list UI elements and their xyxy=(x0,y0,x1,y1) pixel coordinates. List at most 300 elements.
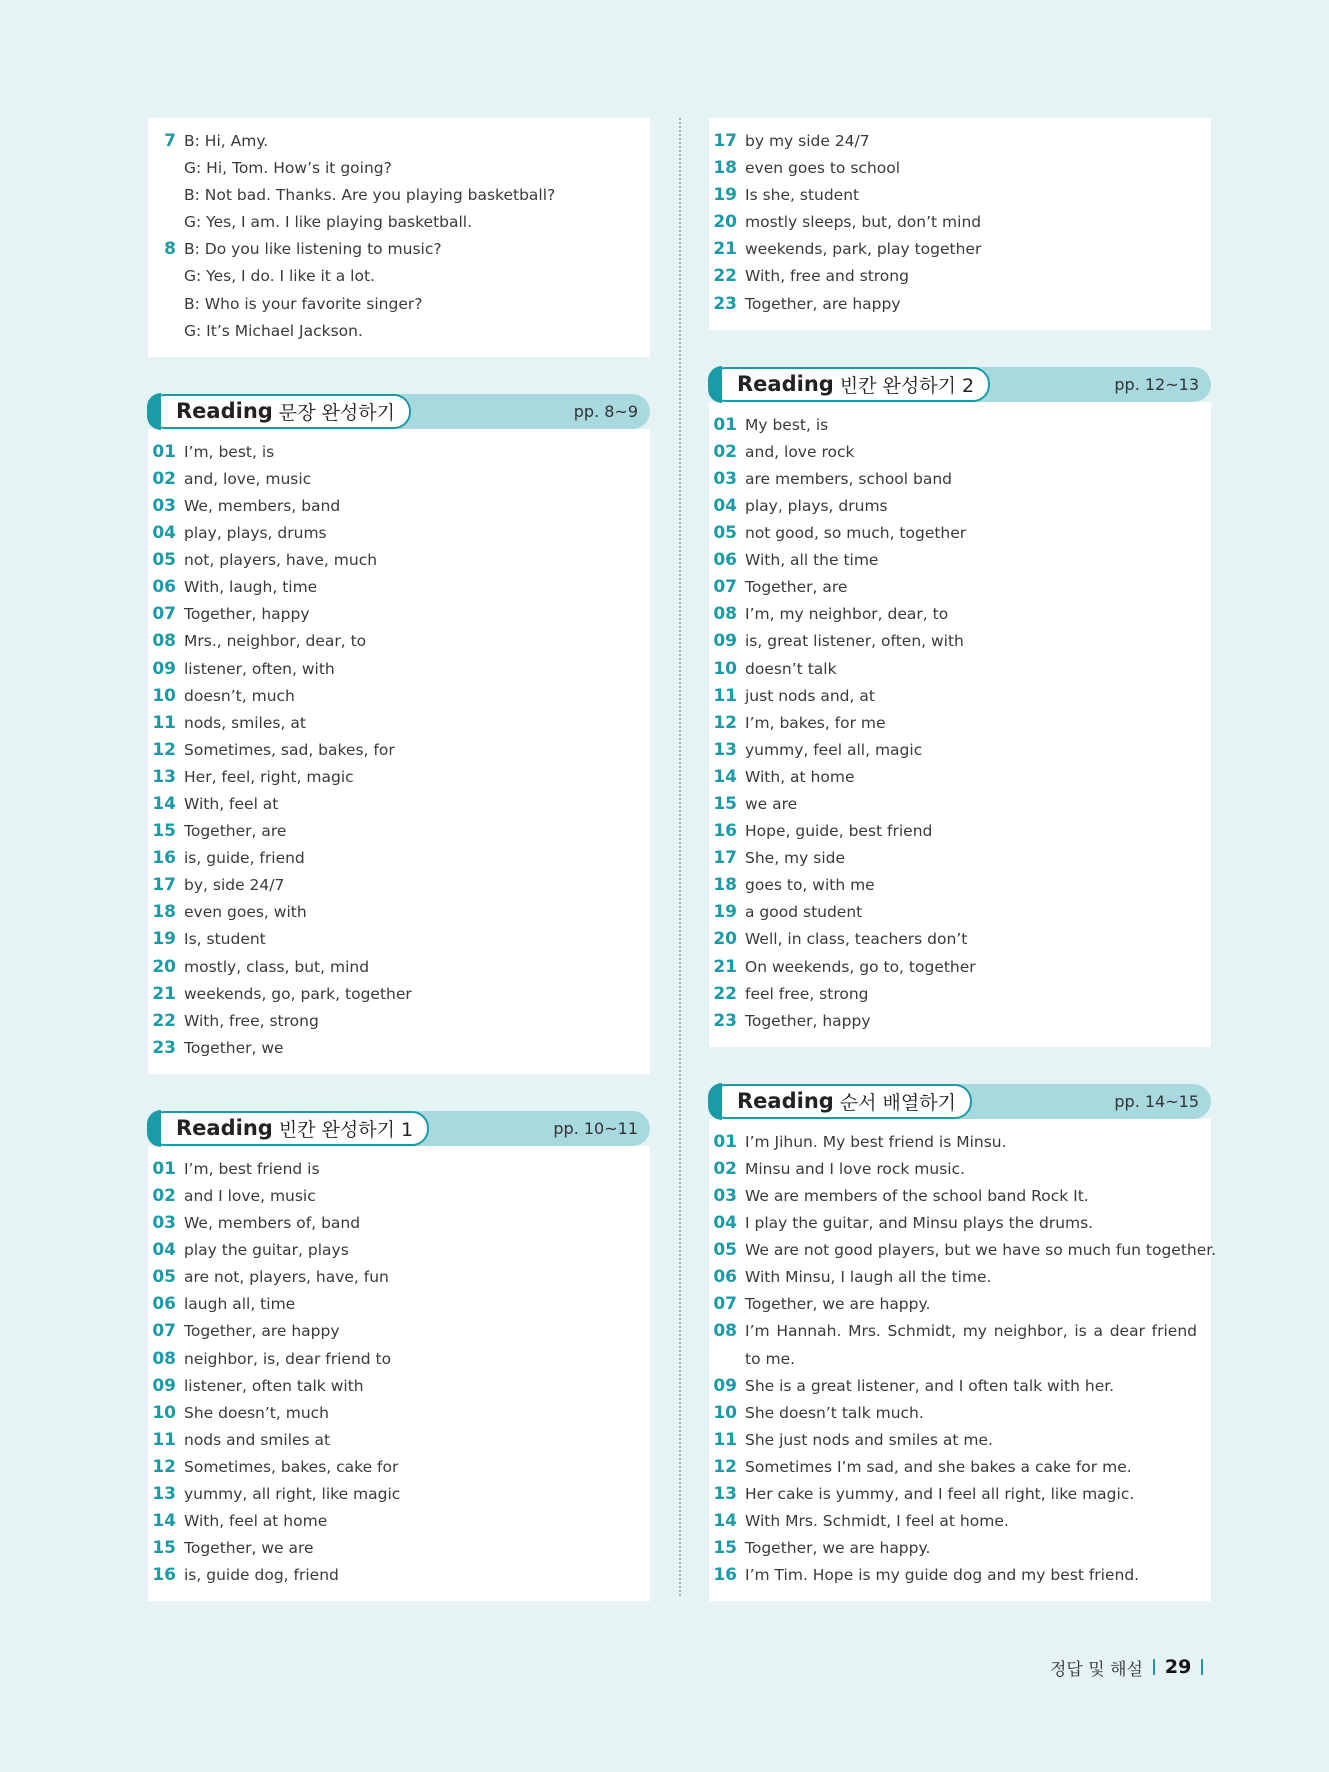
page-number: 29 xyxy=(1164,1656,1192,1678)
answer-item xyxy=(709,954,1211,981)
item-number: 10 xyxy=(152,1402,176,1423)
answer-item xyxy=(148,466,650,493)
answer-item xyxy=(148,710,650,737)
item-number: 07 xyxy=(713,577,737,598)
answer-text: by my side 24/7 xyxy=(745,132,870,150)
answer-text: Together, are happy xyxy=(745,294,901,313)
answer-text: I’m, bakes, for me xyxy=(745,713,886,732)
answer-text: and, love, music xyxy=(184,469,312,488)
answer-text: Together, we are xyxy=(184,1539,314,1558)
answer-item xyxy=(148,1481,650,1508)
item-number: 16 xyxy=(152,848,176,869)
answer-item xyxy=(709,1264,1211,1291)
page-footer xyxy=(1050,1652,1213,1682)
item-number: 01 xyxy=(152,441,176,462)
item-number: 20 xyxy=(152,956,176,977)
answer-item xyxy=(709,263,1211,290)
answer-item xyxy=(709,1562,1211,1589)
answer-text: Her, feel, right, magic xyxy=(184,767,354,786)
item-number: 11 xyxy=(713,685,737,706)
answer-text: Hope, guide, best friend xyxy=(745,822,933,841)
answer-item xyxy=(148,954,650,981)
answer-text: Is, student xyxy=(184,930,266,949)
item-number: 22 xyxy=(713,266,737,287)
answer-text: Her cake is yummy, and I feel all right, like magic. xyxy=(745,1485,1135,1504)
answer-text: weekends, go, park, together xyxy=(184,984,412,1003)
answer-text: even goes to school xyxy=(745,159,901,178)
answer-text: I play the guitar, and Minsu plays the drums. xyxy=(745,1214,1094,1233)
item-number: 09 xyxy=(152,658,176,679)
right-column xyxy=(709,118,1217,1601)
section-title-pill xyxy=(709,367,990,402)
answer-item xyxy=(148,764,650,791)
item-number: 20 xyxy=(713,929,737,950)
item-number: 14 xyxy=(713,766,737,787)
dialog-line xyxy=(148,318,650,345)
answer-text: With Minsu, I laugh all the time. xyxy=(745,1268,992,1287)
answer-text: not, players, have, much xyxy=(184,551,378,570)
answer-item xyxy=(148,1156,650,1183)
answer-item xyxy=(148,1291,650,1318)
reading-label: Reading xyxy=(737,1089,834,1114)
line-text: Who is your favorite singer? xyxy=(204,294,423,313)
answer-item xyxy=(709,764,1211,791)
answer-text: by, side 24/7 xyxy=(184,876,285,895)
speaker-label: B xyxy=(184,294,195,313)
item-number: 13 xyxy=(713,739,737,760)
answer-item xyxy=(148,818,650,845)
answer-item xyxy=(709,628,1211,655)
dialog-text: B: Not bad. Thanks. Are you playing basketball? xyxy=(184,186,556,205)
item-number: 15 xyxy=(152,1538,176,1559)
answer-text: With, laugh, time xyxy=(184,578,318,597)
dialog-line xyxy=(148,263,650,290)
answer-text: play, plays, drums xyxy=(745,496,888,515)
answer-text: listener, often, with xyxy=(184,659,335,678)
answer-text: Together, happy xyxy=(745,1011,871,1030)
answer-item xyxy=(709,547,1211,574)
item-number: 10 xyxy=(713,658,737,679)
answer-text: I’m Tim. Hope is my guide dog and my best friend. xyxy=(745,1566,1140,1585)
item-number: 12 xyxy=(713,712,737,733)
answer-item xyxy=(148,1008,650,1035)
item-number: 23 xyxy=(713,1010,737,1031)
answer-text: play the guitar, plays xyxy=(184,1241,349,1260)
answer-item xyxy=(709,1508,1211,1535)
footer-separator xyxy=(1201,1659,1203,1675)
item-number: 02 xyxy=(152,468,176,489)
item-number: 21 xyxy=(713,239,737,260)
answer-item xyxy=(709,710,1211,737)
answer-text: I’m, my neighbor, dear, to xyxy=(745,605,949,624)
answer-item xyxy=(709,683,1211,710)
answer-item xyxy=(148,1400,650,1427)
item-number: 15 xyxy=(152,821,176,842)
item-number: 07 xyxy=(713,1294,737,1315)
answer-item xyxy=(148,981,650,1008)
answer-item xyxy=(148,601,650,628)
answer-text: With, feel at home xyxy=(184,1512,328,1531)
item-number: 01 xyxy=(152,1158,176,1179)
item-number: 11 xyxy=(713,1429,737,1450)
item-number: 12 xyxy=(152,1456,176,1477)
answer-text: is, guide, friend xyxy=(184,849,305,868)
line-text: Hi, Amy. xyxy=(204,132,269,150)
item-number: 11 xyxy=(152,712,176,733)
item-number: 09 xyxy=(713,631,737,652)
answer-text: are members, school band xyxy=(745,469,953,488)
line-text: It’s Michael Jackson. xyxy=(206,321,363,340)
item-number: 04 xyxy=(713,1213,737,1234)
item-number: 22 xyxy=(713,983,737,1004)
section-title: 순서 배열하기 xyxy=(839,1091,956,1114)
answer-item xyxy=(709,1129,1211,1156)
line-text: Do you like listening to music? xyxy=(204,240,442,259)
footer-label: 정답 및 해설 xyxy=(1050,1659,1143,1680)
answer-text: We are not good players, but we have so much fun together. xyxy=(745,1241,1217,1260)
answer-item xyxy=(148,628,650,655)
section-title-pill xyxy=(148,394,411,429)
speaker-label: B xyxy=(184,186,195,205)
answer-item xyxy=(148,1427,650,1454)
item-number: 17 xyxy=(713,848,737,869)
answer-item xyxy=(148,1562,650,1589)
answer-text: even goes, with xyxy=(184,903,307,922)
answer-text: nods, smiles, at xyxy=(184,713,306,732)
section-header-blank1 xyxy=(148,1111,650,1146)
reading-label: Reading xyxy=(176,399,273,424)
item-number: 17 xyxy=(152,875,176,896)
item-number: 7 xyxy=(164,131,176,151)
answer-item xyxy=(148,547,650,574)
item-number: 10 xyxy=(713,1402,737,1423)
item-number: 10 xyxy=(152,685,176,706)
dialog-line xyxy=(148,155,650,182)
answer-item xyxy=(709,1535,1211,1562)
answer-text: doesn’t, much xyxy=(184,686,295,705)
section-title: 빈칸 완성하기 2 xyxy=(839,374,975,397)
answer-text: We, members, band xyxy=(184,496,341,515)
item-number: 05 xyxy=(713,1240,737,1261)
answer-item xyxy=(148,926,650,953)
answer-text: is, guide dog, friend xyxy=(184,1566,339,1585)
item-number: 02 xyxy=(713,441,737,462)
answer-text: Sometimes, sad, bakes, for xyxy=(184,740,395,759)
item-number: 08 xyxy=(152,1348,176,1369)
item-number: 14 xyxy=(152,1511,176,1532)
answer-item xyxy=(709,1318,1211,1372)
item-number: 17 xyxy=(713,131,737,151)
dialog-text: B: Hi, Amy. xyxy=(184,132,269,150)
item-number: 03 xyxy=(152,495,176,516)
section-title-pill xyxy=(709,1084,972,1119)
column-divider xyxy=(679,118,681,1596)
item-number: 16 xyxy=(713,1565,737,1586)
answer-text: play, plays, drums xyxy=(184,524,327,543)
item-number: 07 xyxy=(152,1321,176,1342)
section-title: 문장 완성하기 xyxy=(278,401,395,424)
answer-text: She is a great listener, and I often talk with her. xyxy=(745,1376,1115,1395)
answer-item xyxy=(148,1264,650,1291)
answer-text: With Mrs. Schmidt, I feel at home. xyxy=(745,1512,1009,1531)
answer-item xyxy=(709,656,1211,683)
dialog-text: G: Hi, Tom. How’s it going? xyxy=(184,159,392,178)
dialog-text: B: Do you like listening to music? xyxy=(184,240,442,259)
item-number: 20 xyxy=(713,212,737,233)
answer-item xyxy=(709,236,1211,263)
answer-text: With, free and strong xyxy=(745,267,909,286)
answer-item xyxy=(148,574,650,601)
page-range: pp. 10~11 xyxy=(553,1118,638,1138)
answer-item xyxy=(709,899,1211,926)
answer-item xyxy=(148,791,650,818)
speaker-label: G xyxy=(184,159,197,178)
reading-label: Reading xyxy=(737,372,834,397)
item-number: 08 xyxy=(152,631,176,652)
item-number: 21 xyxy=(713,956,737,977)
dialog-line xyxy=(148,236,650,263)
item-number: 13 xyxy=(152,766,176,787)
dialog-text: G: It’s Michael Jackson. xyxy=(184,321,363,340)
item-number: 03 xyxy=(152,1213,176,1234)
answer-text: laugh all, time xyxy=(184,1295,296,1314)
dialog-text: G: Yes, I do. I like it a lot. xyxy=(184,267,375,286)
item-number: 06 xyxy=(152,577,176,598)
order-answers-box xyxy=(709,1119,1217,1602)
answer-item xyxy=(148,520,650,547)
answer-text: not good, so much, together xyxy=(745,524,967,543)
answer-item xyxy=(709,601,1211,628)
item-number: 04 xyxy=(713,495,737,516)
answer-text: I’m Hannah. Mrs. Schmidt, my neighbor, is a dear friend to me. xyxy=(745,1322,1197,1368)
answer-text: Mrs., neighbor, dear, to xyxy=(184,632,367,651)
item-number: 18 xyxy=(152,902,176,923)
answer-item xyxy=(709,1454,1211,1481)
item-number: 08 xyxy=(713,1321,737,1342)
answer-text: yummy, feel all, magic xyxy=(745,740,923,759)
dialog-answers-box xyxy=(148,118,650,357)
answer-text: feel free, strong xyxy=(745,984,869,1003)
answer-text: weekends, park, play together xyxy=(745,240,982,259)
answer-text: Sometimes, bakes, cake for xyxy=(184,1457,399,1476)
line-text: Not bad. Thanks. Are you playing basketball? xyxy=(204,186,556,205)
answer-item xyxy=(709,520,1211,547)
answer-text: We are members of the school band Rock It. xyxy=(745,1187,1089,1205)
answer-item xyxy=(709,182,1211,209)
item-number: 12 xyxy=(713,1456,737,1477)
item-number: 14 xyxy=(713,1511,737,1532)
answer-text: mostly sleeps, but, don’t mind xyxy=(745,213,982,232)
answer-text: yummy, all right, like magic xyxy=(184,1485,401,1504)
answer-text: With, all the time xyxy=(745,551,879,570)
answer-text: and, love rock xyxy=(745,442,855,461)
answer-text: My best, is xyxy=(745,415,829,434)
answer-item xyxy=(709,1291,1211,1318)
answer-item xyxy=(709,1008,1211,1035)
item-number: 08 xyxy=(713,604,737,625)
answer-item xyxy=(148,1346,650,1373)
item-number: 05 xyxy=(152,1267,176,1288)
answer-item xyxy=(148,1237,650,1264)
answer-item xyxy=(148,656,650,683)
answer-item xyxy=(709,1400,1211,1427)
answer-text: Together, we are happy. xyxy=(745,1295,931,1314)
answer-item xyxy=(709,1481,1211,1508)
answer-item xyxy=(709,818,1211,845)
section-header-blank2 xyxy=(709,367,1211,402)
line-text: Yes, I do. I like it a lot. xyxy=(206,267,375,286)
item-number: 18 xyxy=(713,875,737,896)
answer-text: we are xyxy=(745,794,798,813)
answer-item xyxy=(148,1508,650,1535)
answer-item xyxy=(709,1183,1211,1210)
answer-text: a good student xyxy=(745,903,863,922)
footer-separator xyxy=(1153,1659,1155,1675)
item-number: 02 xyxy=(152,1186,176,1206)
answer-text: She doesn’t talk much. xyxy=(745,1403,924,1422)
answer-text: Is she, student xyxy=(745,186,860,205)
answer-item xyxy=(148,493,650,520)
answer-text: mostly, class, but, mind xyxy=(184,957,370,976)
answer-text: With, feel at xyxy=(184,794,279,813)
answer-text: Together, we are happy. xyxy=(745,1539,931,1558)
dialog-text: G: Yes, I am. I like playing basketball. xyxy=(184,213,473,232)
item-number: 01 xyxy=(713,414,737,435)
answer-item xyxy=(709,981,1211,1008)
item-number: 13 xyxy=(713,1484,737,1505)
answer-item xyxy=(709,1373,1211,1400)
answer-text: just nods and, at xyxy=(745,686,875,705)
answer-item xyxy=(709,493,1211,520)
answer-item xyxy=(709,574,1211,601)
answer-text: I’m, best, is xyxy=(184,442,275,461)
speaker-label: B xyxy=(184,132,195,150)
dialog-line xyxy=(148,291,650,318)
left-column xyxy=(148,118,650,1601)
item-number: 09 xyxy=(713,1375,737,1396)
speaker-label: G xyxy=(184,267,197,286)
answer-text: She just nods and smiles at me. xyxy=(745,1430,993,1449)
answer-text: listener, often talk with xyxy=(184,1376,364,1395)
item-number: 13 xyxy=(152,1484,176,1505)
answer-text: Together, are xyxy=(745,578,848,597)
answer-text: are not, players, have, fun xyxy=(184,1268,389,1287)
answer-item xyxy=(148,899,650,926)
answer-text: I’m Jihun. My best friend is Minsu. xyxy=(745,1132,1007,1151)
dialog-line xyxy=(148,128,650,155)
answer-text: Well, in class, teachers don’t xyxy=(745,930,968,949)
answer-item xyxy=(709,872,1211,899)
speaker-label: G xyxy=(184,321,197,340)
answer-text: neighbor, is, dear friend to xyxy=(184,1349,392,1368)
answer-text: Together, are happy xyxy=(184,1322,340,1341)
answer-item xyxy=(709,1156,1211,1183)
answer-text: goes to, with me xyxy=(745,876,875,895)
page-range: pp. 12~13 xyxy=(1114,374,1199,394)
item-number: 18 xyxy=(713,158,737,179)
line-text: Hi, Tom. How’s it going? xyxy=(206,159,392,178)
answer-item xyxy=(709,1237,1217,1264)
answer-item xyxy=(148,683,650,710)
item-number: 23 xyxy=(152,1037,176,1058)
line-text: Yes, I am. I like playing basketball. xyxy=(206,213,473,232)
item-number: 09 xyxy=(152,1375,176,1396)
answer-text: Together, are xyxy=(184,822,287,841)
item-number: 06 xyxy=(713,1267,737,1288)
item-number: 05 xyxy=(152,550,176,571)
answer-text: With, at home xyxy=(745,767,855,786)
answer-text: Together, happy xyxy=(184,605,310,624)
item-number: 16 xyxy=(152,1565,176,1586)
answer-item xyxy=(148,1183,650,1210)
item-number: 12 xyxy=(152,739,176,760)
answer-text: and I love, music xyxy=(184,1187,316,1205)
speaker-label: B xyxy=(184,240,195,259)
item-number: 22 xyxy=(152,1010,176,1031)
item-number: 11 xyxy=(152,1429,176,1450)
answer-item xyxy=(709,1427,1211,1454)
item-number: 03 xyxy=(713,1186,737,1206)
answer-text: With, free, strong xyxy=(184,1011,319,1030)
dialog-line xyxy=(148,182,650,209)
answer-text: doesn’t talk xyxy=(745,659,837,678)
answer-item xyxy=(709,209,1211,236)
answer-text: We, members of, band xyxy=(184,1214,361,1233)
item-number: 19 xyxy=(713,185,737,206)
item-number: 15 xyxy=(713,793,737,814)
dialog-text: B: Who is your favorite singer? xyxy=(184,294,423,313)
answer-item xyxy=(709,926,1211,953)
answer-item xyxy=(709,737,1211,764)
section-title: 빈칸 완성하기 1 xyxy=(278,1118,414,1141)
section-title-pill xyxy=(148,1111,429,1146)
item-number: 03 xyxy=(713,468,737,489)
answer-item xyxy=(709,412,1211,439)
answer-item xyxy=(148,845,650,872)
answer-item xyxy=(709,128,1211,155)
dialog-line xyxy=(148,209,650,236)
answer-item xyxy=(148,1454,650,1481)
item-number: 01 xyxy=(713,1131,737,1152)
answer-text: is, great listener, often, with xyxy=(745,632,964,651)
answer-text: Sometimes I’m sad, and she bakes a cake for me. xyxy=(745,1457,1132,1476)
answer-text: nods and smiles at xyxy=(184,1430,331,1449)
item-number: 23 xyxy=(713,293,737,314)
answer-text: Minsu and I love rock music. xyxy=(745,1159,966,1178)
item-number: 14 xyxy=(152,793,176,814)
answer-text: On weekends, go to, together xyxy=(745,957,976,976)
answer-item xyxy=(148,1210,650,1237)
section-header-sentence xyxy=(148,394,650,429)
item-number: 07 xyxy=(152,604,176,625)
item-number: 19 xyxy=(713,902,737,923)
answer-item xyxy=(709,845,1211,872)
answer-item xyxy=(148,1373,650,1400)
answer-item xyxy=(709,439,1211,466)
answer-item xyxy=(709,155,1211,182)
item-number: 16 xyxy=(713,821,737,842)
answer-item xyxy=(148,1035,650,1062)
item-number: 21 xyxy=(152,983,176,1004)
page-range: pp. 8~9 xyxy=(573,401,638,421)
blank2-answers-box xyxy=(709,402,1211,1047)
answer-text: Together, we xyxy=(184,1038,284,1057)
answer-text: She doesn’t, much xyxy=(184,1403,330,1422)
answer-item xyxy=(709,791,1211,818)
item-number: 02 xyxy=(713,1158,737,1179)
item-number: 8 xyxy=(164,239,176,260)
answer-item xyxy=(148,1318,650,1345)
